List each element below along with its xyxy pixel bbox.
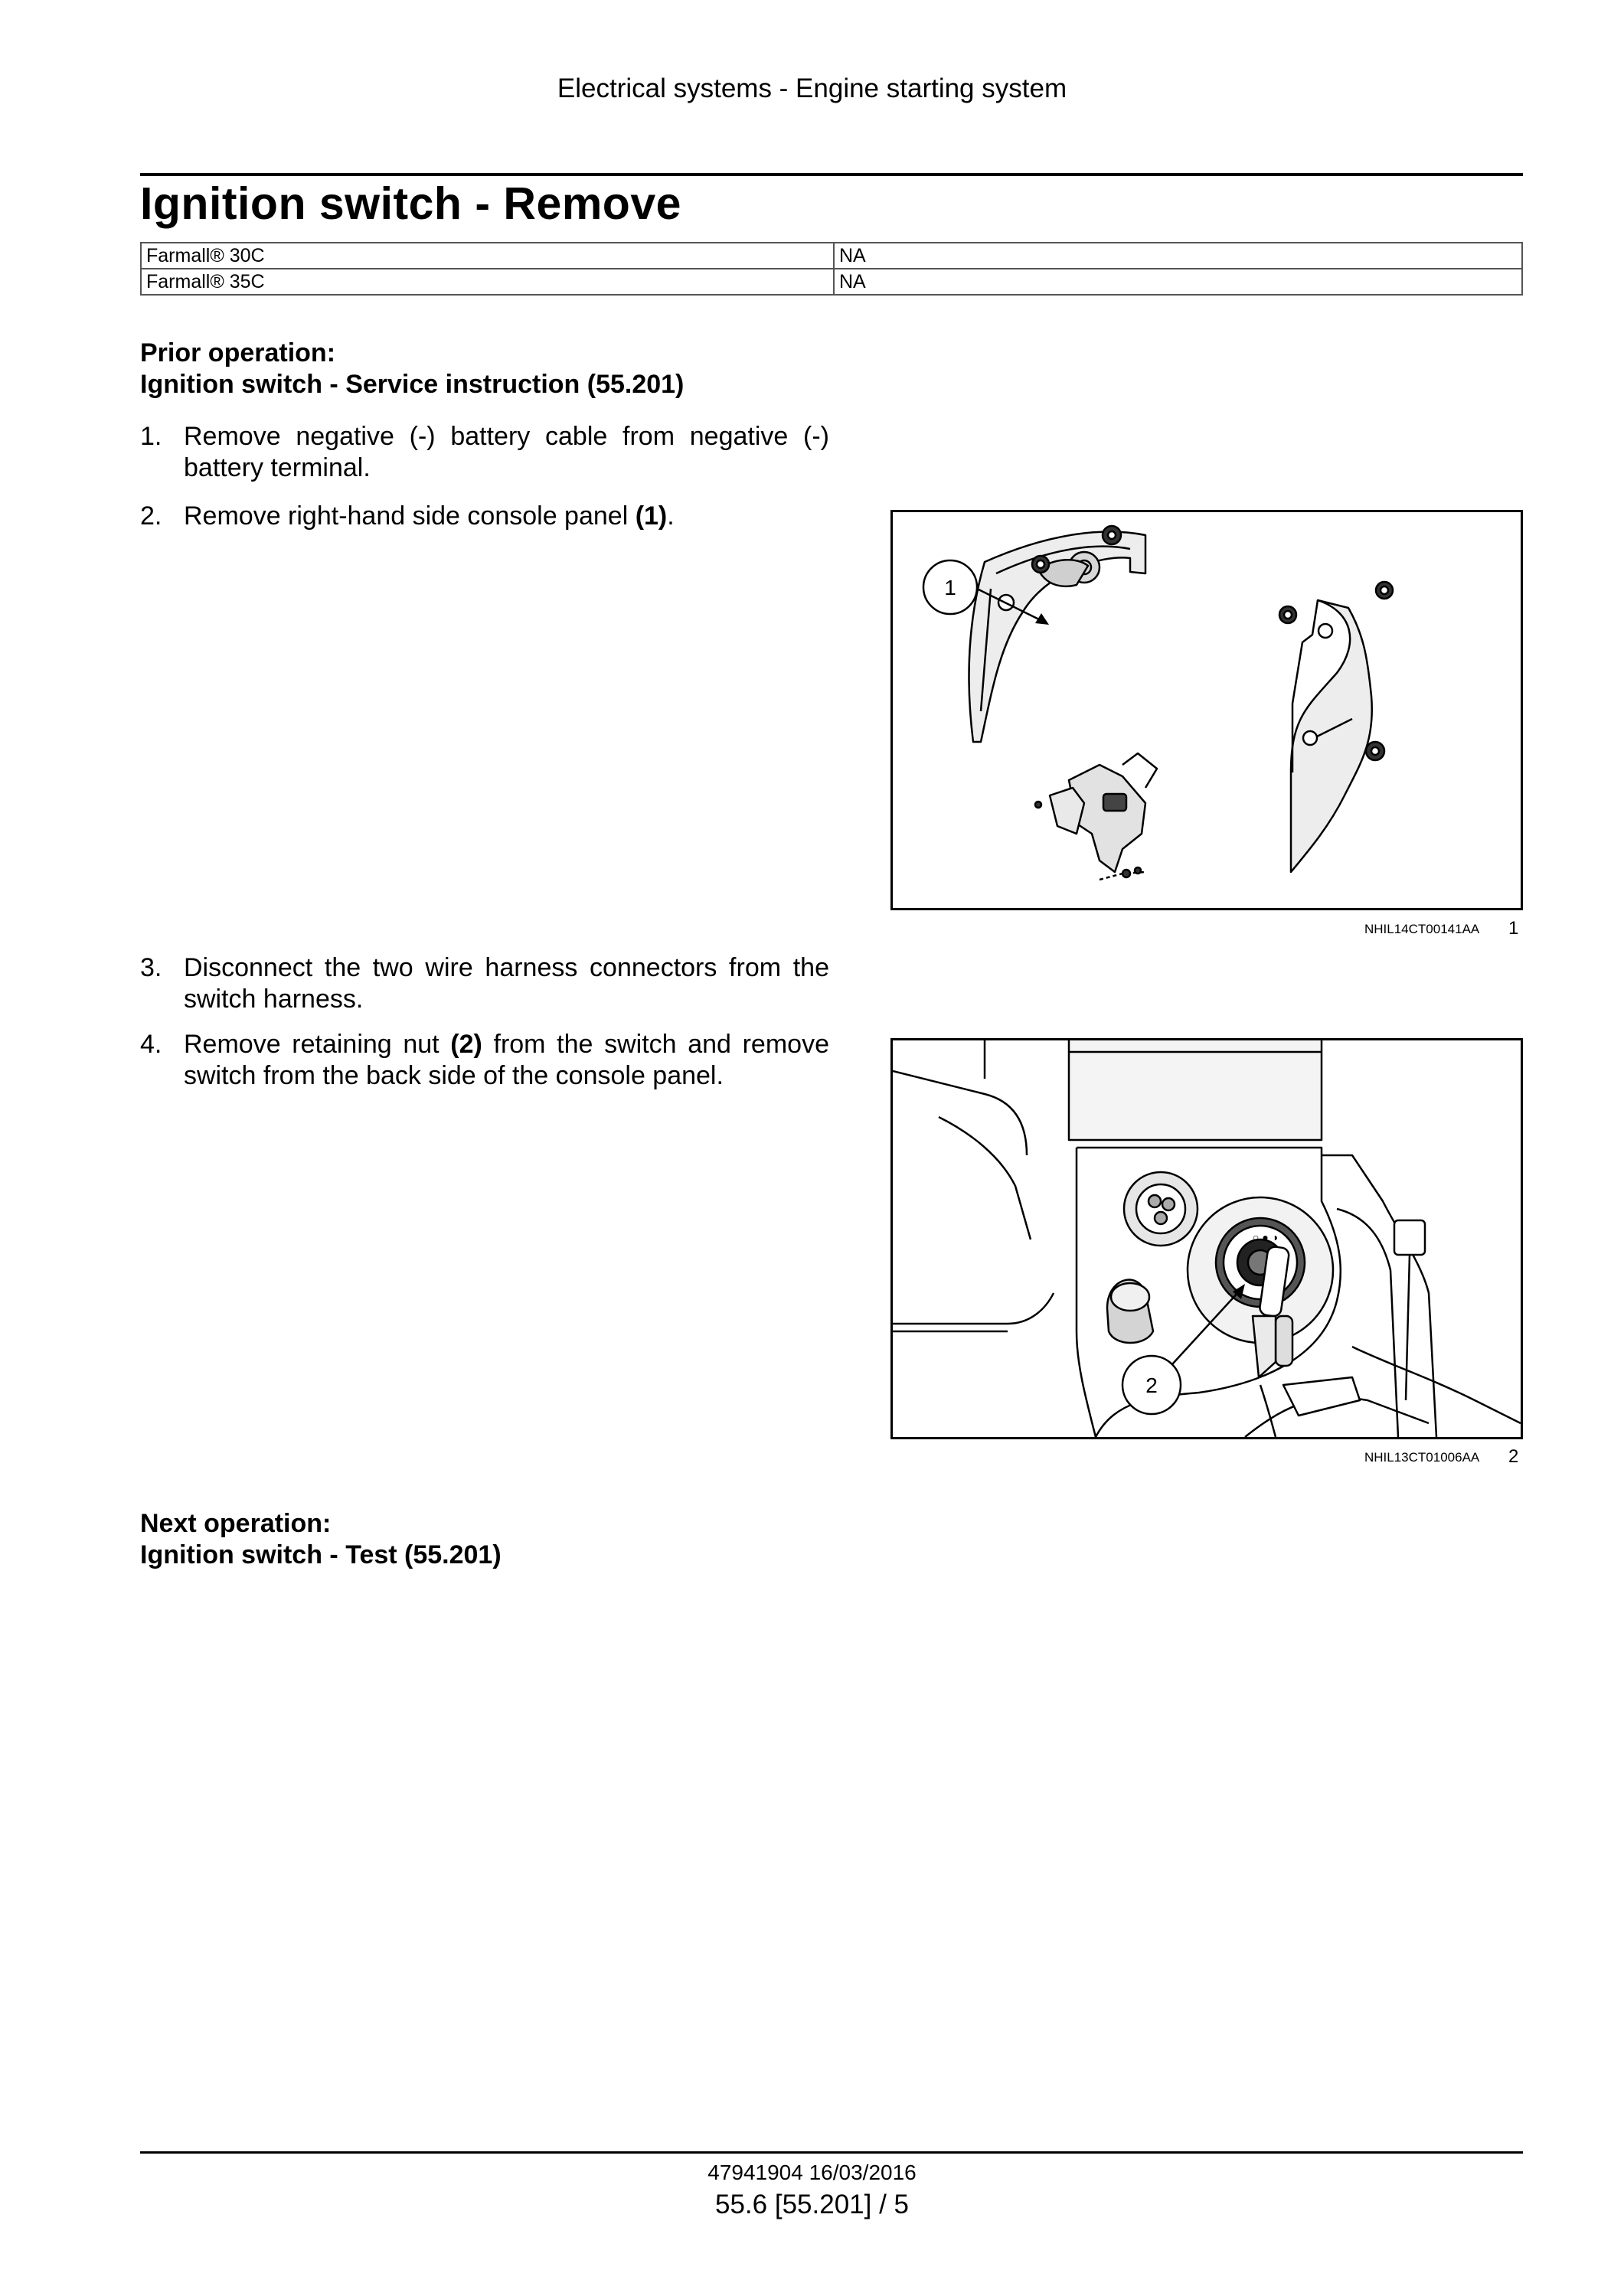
prior-operation-label: Prior operation: — [140, 338, 336, 367]
running-header: Electrical systems - Engine starting system — [557, 73, 1067, 103]
next-operation-link[interactable]: Ignition switch - Test (55.201) — [140, 1540, 502, 1569]
figure-code: NHIL13CT01006AA — [1364, 1450, 1480, 1465]
step-number: 3. — [140, 953, 162, 982]
page-title: Ignition switch - Remove — [140, 178, 681, 229]
callout-label: 2 — [1145, 1373, 1158, 1397]
model-cell: Farmall® 30C — [141, 243, 834, 269]
procedure-steps — [140, 421, 829, 532]
callout-label: 1 — [944, 576, 956, 599]
prior-operation — [140, 338, 684, 400]
step-text: Remove retaining nut — [184, 1030, 451, 1059]
svg-text:○ ● ◑: ○ ● ◑ — [1253, 1231, 1279, 1243]
footer-rule — [140, 2151, 1523, 2154]
step-3 — [140, 952, 829, 1015]
prior-operation-link[interactable]: Ignition switch - Service instruction (55.201) — [140, 370, 685, 399]
ignition-switch-illustration — [893, 1040, 1521, 1437]
value-cell: NA — [834, 269, 1522, 295]
page-number: 55.6 [55.201] / 5 — [715, 2190, 909, 2219]
figure-number: 2 — [1508, 1446, 1519, 1467]
step-2 — [140, 501, 829, 532]
model-applicability-table — [140, 242, 1523, 296]
item-reference: (1) — [635, 501, 668, 531]
table-row — [141, 269, 1522, 295]
figure-console-panel — [890, 510, 1523, 910]
item-reference: (2) — [450, 1030, 482, 1059]
value-cell: NA — [834, 243, 1522, 269]
model-cell: Farmall® 35C — [141, 269, 834, 295]
step-number: 4. — [140, 1030, 162, 1059]
figure-code: NHIL14CT00141AA — [1364, 922, 1480, 936]
step-number: 1. — [140, 422, 162, 451]
document-id: 47941904 16/03/2016 — [707, 2160, 917, 2184]
step-text: Remove right-hand side console panel — [184, 501, 636, 531]
step-text-end: . — [667, 501, 675, 531]
header-rule — [140, 173, 1523, 176]
step-text-end: from the switch and remove switch from the back side of the console panel. — [184, 1030, 829, 1090]
figure-ignition-switch — [890, 1038, 1523, 1439]
step-number: 2. — [140, 501, 162, 531]
step-1 — [140, 421, 829, 484]
console-panel-illustration — [893, 512, 1521, 908]
procedure-steps-continued — [140, 952, 829, 1092]
figure-number: 1 — [1508, 918, 1519, 939]
step-4 — [140, 1029, 829, 1092]
next-operation — [140, 1508, 502, 1571]
step-text: Remove negative (-) battery cable from negative (-) battery terminal. — [184, 422, 829, 482]
table-row — [141, 243, 1522, 269]
step-text: Disconnect the two wire harness connectors from the switch harness. — [184, 953, 829, 1014]
next-operation-label: Next operation: — [140, 1509, 332, 1538]
